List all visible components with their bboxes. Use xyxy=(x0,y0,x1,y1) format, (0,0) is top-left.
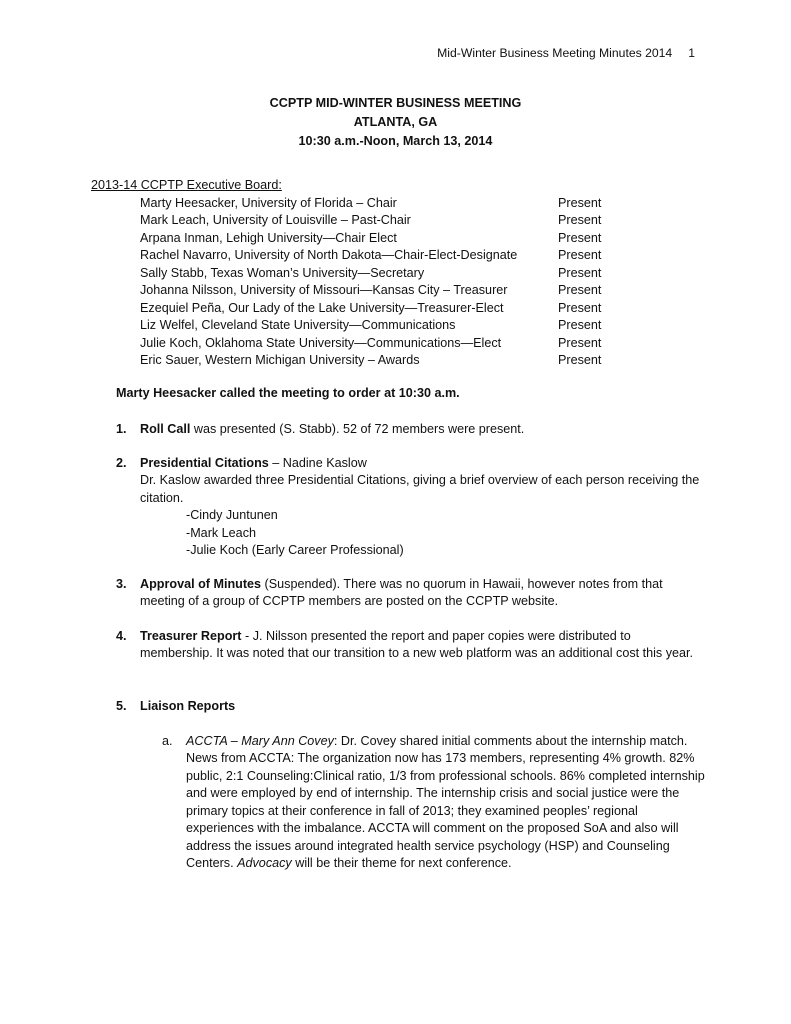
item-number: 3. xyxy=(116,577,127,591)
board-member-row xyxy=(140,195,610,212)
liaison-emphasis: Advocacy xyxy=(237,856,292,871)
item-text: (Suspended). There was no quorum in Hawaii, however notes from that meeting of a group of CCPTP members are posted on the CCPTP website. xyxy=(140,577,663,609)
board-member-row xyxy=(140,230,610,247)
running-header xyxy=(437,46,695,60)
title-line-1: CCPTP MID-WINTER BUSINESS MEETING xyxy=(269,96,522,110)
item-text: Dr. Kaslow awarded three Presidential Citations, giving a brief overview of each person receiving the citation. xyxy=(140,473,700,505)
liaison-title: ACCTA – Mary Ann Covey xyxy=(186,734,334,748)
board-member-row xyxy=(140,352,610,369)
member-name: Sally Stabb, Texas Woman’s University—Secretary xyxy=(140,265,425,280)
subitem-label: a. xyxy=(162,734,173,748)
item-text: - J. Nilsson presented the report and paper copies were distributed to membership. It was noted that our transition to a new web platform was an additional cost this year. xyxy=(140,629,694,661)
member-status: Present xyxy=(558,335,602,350)
member-status: Present xyxy=(558,265,602,280)
board-member-list xyxy=(140,195,610,369)
board-member-row xyxy=(140,317,610,334)
item-text: was presented (S. Stabb). 52 of 72 members were present. xyxy=(190,422,525,436)
liaison-tail: will be their theme for next conference. xyxy=(291,856,512,871)
item-number: 5. xyxy=(116,699,127,713)
member-name: Ezequiel Peña, Our Lady of the Lake University—Treasurer-Elect xyxy=(140,300,504,315)
member-name: Marty Heesacker, University of Florida – Chair xyxy=(140,196,397,210)
member-status: Present xyxy=(558,318,602,333)
item-number: 2. xyxy=(116,456,127,470)
member-name: Liz Welfel, Cleveland State University—Communications xyxy=(140,318,456,333)
board-heading: 2013-14 CCPTP Executive Board: xyxy=(91,178,282,192)
member-name: Julie Koch, Oklahoma State University—Communications—Elect xyxy=(140,335,502,350)
agenda-item-liaison-reports xyxy=(116,698,706,715)
agenda-item-roll-call xyxy=(116,421,706,438)
member-name: Eric Sauer, Western Michigan University – Awards xyxy=(140,352,420,367)
document-title xyxy=(0,94,791,151)
item-number: 1. xyxy=(116,422,127,436)
liaison-text: : Dr. Covey shared initial comments about the internship match. News from ACCTA: The organization now has 173 members, representing 4% growth. 82% public, 2:1 Counseling:Clinical ratio, 1/3 from professional schools. 86% completed internship and were employed by end of internship. The internship crisis and social justice were the primary topics at their conference in fall of 2013; they examined peoples’ regional experiences with the imbalance. ACCTA will comment on the proposed SoA and also will address the issues around integrated health service psychology (HSP) and Counseling Centers. xyxy=(186,734,705,871)
item-presenter: – Nadine Kaslow xyxy=(268,456,367,470)
item-title: Liaison Reports xyxy=(140,699,236,713)
recipient: -Cindy Juntunen xyxy=(186,508,278,523)
title-line-2: ATLANTA, GA xyxy=(353,115,438,129)
member-name: Johanna Nilsson, University of Missouri—Kansas City – Treasurer xyxy=(140,283,508,298)
member-name: Arpana Inman, Lehigh University—Chair Elect xyxy=(140,230,397,245)
recipient: -Mark Leach xyxy=(186,525,256,540)
board-member-row xyxy=(140,247,610,264)
board-member-row xyxy=(140,300,610,317)
member-status: Present xyxy=(558,300,602,315)
item-title: Treasurer Report xyxy=(140,629,242,643)
recipient: -Julie Koch (Early Career Professional) xyxy=(186,543,404,558)
title-line-3: 10:30 a.m.-Noon, March 13, 2014 xyxy=(298,134,493,148)
member-status: Present xyxy=(558,352,602,367)
member-status: Present xyxy=(558,248,602,263)
member-status: Present xyxy=(558,283,602,298)
member-name: Rachel Navarro, University of North Dakota—Chair-Elect-Designate xyxy=(140,248,518,263)
member-status: Present xyxy=(558,230,602,245)
board-member-row xyxy=(140,282,610,299)
call-to-order: Marty Heesacker called the meeting to order at 10:30 a.m. xyxy=(116,386,460,400)
board-member-row xyxy=(140,335,610,352)
item-title: Presidential Citations xyxy=(140,456,269,470)
board-member-row xyxy=(140,265,610,282)
agenda-item-treasurer-report xyxy=(116,628,706,663)
liaison-report-accta xyxy=(162,733,707,873)
item-number: 4. xyxy=(116,629,127,643)
member-status: Present xyxy=(558,213,602,228)
member-status: Present xyxy=(558,196,602,210)
running-title: Mid-Winter Business Meeting Minutes 2014 xyxy=(437,46,673,60)
board-member-row xyxy=(140,212,610,229)
item-title: Roll Call xyxy=(140,422,191,436)
item-title: Approval of Minutes xyxy=(140,577,262,591)
agenda-item-approval-of-minutes xyxy=(116,576,706,611)
page-number: 1 xyxy=(688,46,695,60)
member-name: Mark Leach, University of Louisville – Past-Chair xyxy=(140,213,411,228)
agenda-item-presidential-citations xyxy=(116,455,706,560)
